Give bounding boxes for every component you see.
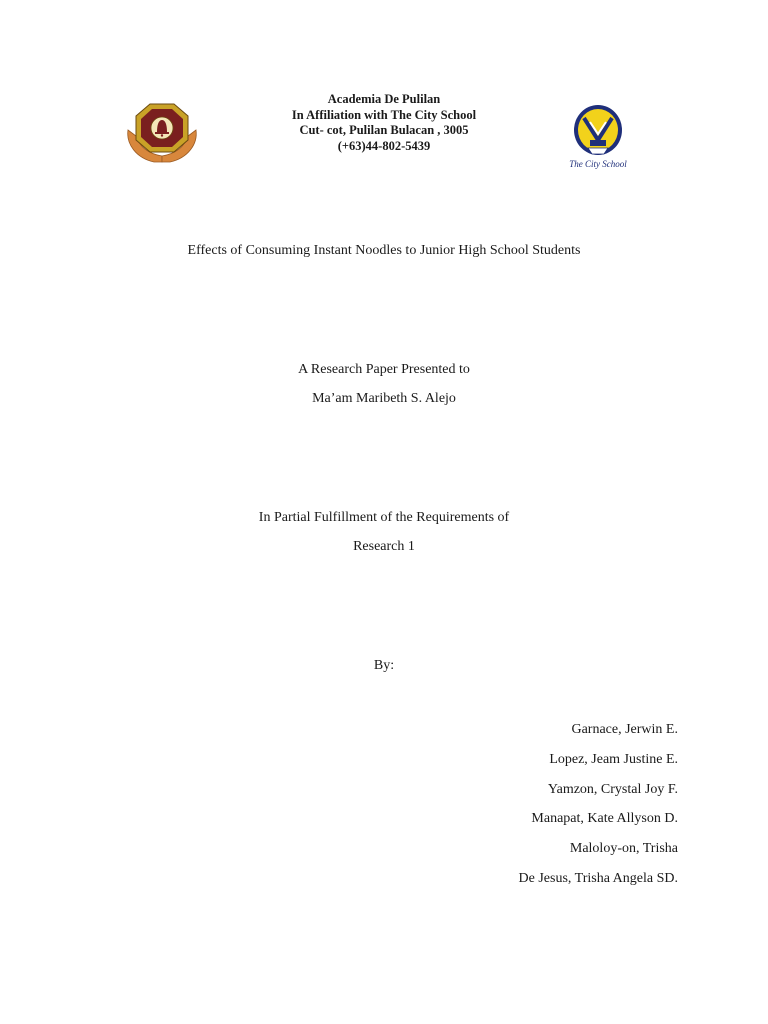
city-school-script: The City School bbox=[569, 159, 627, 169]
author-name: Yamzon, Crystal Joy F. bbox=[547, 781, 678, 797]
by-label: By: bbox=[373, 658, 395, 673]
the-city-school-logo bbox=[560, 100, 636, 172]
author-name: Maloloy-on, Trisha bbox=[569, 841, 678, 857]
teacher-name: Ma’am Maribeth S. Alejo bbox=[312, 391, 456, 406]
school-name: Academia De Pulilan bbox=[327, 92, 441, 106]
letterhead bbox=[0, 92, 768, 154]
research-title: Effects of Consuming Instant Noodles to Junior High School Students bbox=[187, 243, 581, 258]
author-name: Manapat, Kate Allyson D. bbox=[531, 811, 678, 827]
school-affiliation: In Affiliation with The City School bbox=[291, 107, 477, 122]
school-address: Cut- cot, Pulilan Bulacan , 3005 bbox=[299, 123, 469, 137]
author-name: De Jesus, Trisha Angela SD. bbox=[518, 870, 678, 886]
school-phone: (+63)44-802-5439 bbox=[337, 138, 431, 153]
subject-name: Research 1 bbox=[353, 539, 415, 554]
fulfillment-statement: In Partial Fulfillment of the Requirements of bbox=[258, 510, 510, 525]
author-list bbox=[519, 715, 678, 894]
presented-to-label: A Research Paper Presented to bbox=[298, 362, 470, 377]
author-name: Garnace, Jerwin E. bbox=[571, 722, 678, 737]
author-name: Lopez, Jeam Justine E. bbox=[549, 751, 678, 767]
